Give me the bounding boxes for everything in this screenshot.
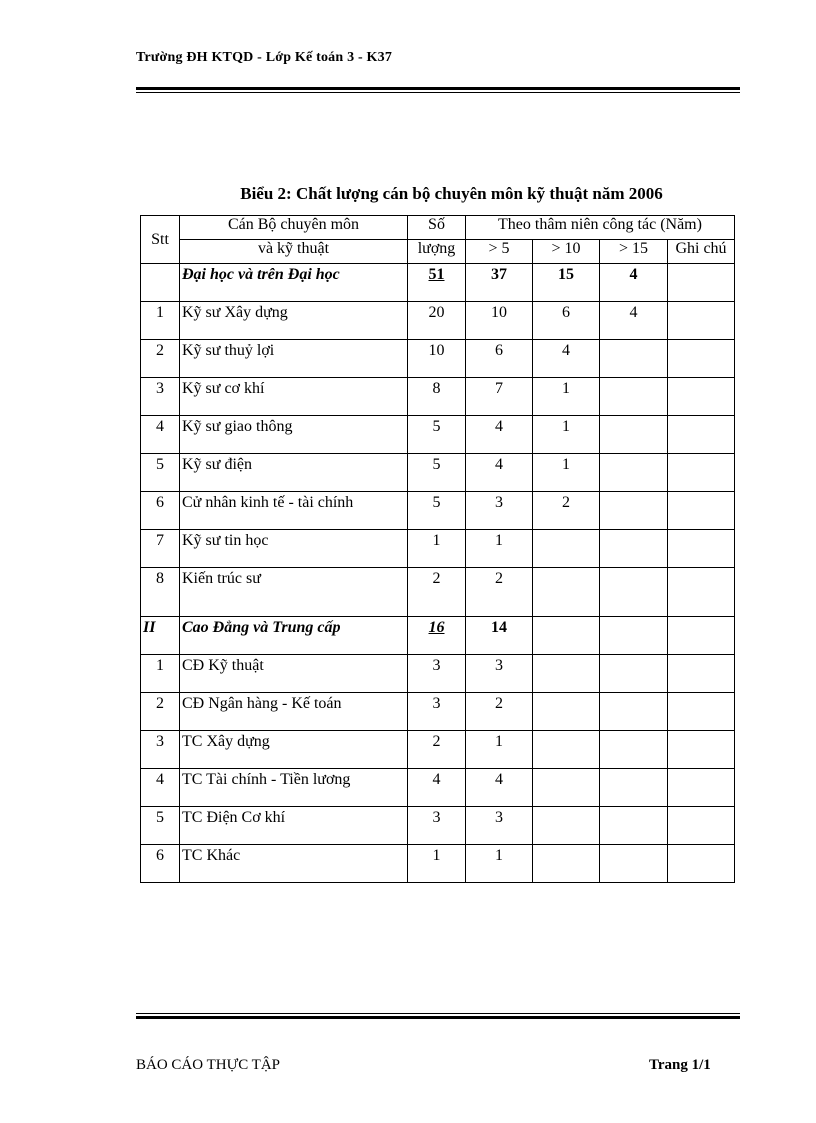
cell-gt15 [600, 693, 668, 731]
cell-gt10: 15 [533, 264, 600, 302]
table-row [141, 264, 735, 302]
cell-stt: 1 [141, 655, 180, 693]
header-so-1: Số [408, 216, 466, 240]
cell-stt: 4 [141, 416, 180, 454]
cell-so: 20 [408, 302, 466, 340]
table-row [141, 302, 735, 340]
cell-gt5: 7 [466, 378, 533, 416]
cell-ghichu [668, 416, 735, 454]
cell-gt5: 4 [466, 454, 533, 492]
cell-so: 5 [408, 416, 466, 454]
header-stt: Stt [141, 216, 180, 264]
table-row [141, 769, 735, 807]
cell-so: 4 [408, 769, 466, 807]
cell-name: Đại học và trên Đại học [180, 264, 408, 302]
cell-gt10 [533, 769, 600, 807]
table-row [141, 416, 735, 454]
cell-name: TC Xây dựng [180, 731, 408, 769]
cell-so: 2 [408, 731, 466, 769]
cell-gt10 [533, 807, 600, 845]
staff-quality-table [140, 215, 735, 883]
cell-gt5: 3 [466, 492, 533, 530]
cell-gt15 [600, 807, 668, 845]
cell-gt5: 1 [466, 731, 533, 769]
cell-gt15 [600, 655, 668, 693]
cell-gt10: 1 [533, 454, 600, 492]
cell-name: Kỹ sư tin học [180, 530, 408, 568]
cell-gt5: 14 [466, 617, 533, 655]
cell-stt: 3 [141, 378, 180, 416]
cell-stt: 1 [141, 302, 180, 340]
cell-gt5: 1 [466, 530, 533, 568]
cell-gt15 [600, 568, 668, 617]
cell-ghichu [668, 617, 735, 655]
cell-name: Kỹ sư Xây dựng [180, 302, 408, 340]
cell-gt10 [533, 568, 600, 617]
cell-name: TC Tài chính - Tiền lương [180, 769, 408, 807]
cell-ghichu [668, 340, 735, 378]
cell-gt15 [600, 454, 668, 492]
cell-name: CĐ Ngân hàng - Kế toán [180, 693, 408, 731]
cell-stt: 2 [141, 340, 180, 378]
cell-gt5: 2 [466, 568, 533, 617]
cell-name: CĐ Kỹ thuật [180, 655, 408, 693]
table-row [141, 378, 735, 416]
cell-so: 2 [408, 568, 466, 617]
cell-gt10 [533, 530, 600, 568]
header-gt5: > 5 [466, 240, 533, 264]
page-number: Trang 1/1 [649, 1057, 711, 1073]
cell-ghichu [668, 845, 735, 883]
table-row [141, 617, 735, 655]
cell-ghichu [668, 302, 735, 340]
cell-gt5: 37 [466, 264, 533, 302]
table-title [140, 184, 735, 204]
cell-stt: II [141, 617, 180, 655]
page-header: Trường ĐH KTQD - Lớp Kế toán 3 - K37 [136, 50, 393, 65]
cell-gt10: 2 [533, 492, 600, 530]
cell-gt5: 6 [466, 340, 533, 378]
table-row [141, 845, 735, 883]
cell-name: TC Khác [180, 845, 408, 883]
cell-ghichu [668, 655, 735, 693]
cell-stt: 2 [141, 693, 180, 731]
cell-name: Cao Đẳng và Trung cấp [180, 617, 408, 655]
cell-so: 5 [408, 492, 466, 530]
cell-ghichu [668, 378, 735, 416]
cell-gt15 [600, 845, 668, 883]
cell-gt5: 2 [466, 693, 533, 731]
cell-gt5: 4 [466, 416, 533, 454]
cell-gt10: 1 [533, 378, 600, 416]
header-row-2 [141, 240, 735, 264]
cell-so: 1 [408, 530, 466, 568]
cell-gt5: 3 [466, 655, 533, 693]
cell-so: 1 [408, 845, 466, 883]
cell-ghichu [668, 807, 735, 845]
cell-so: 5 [408, 454, 466, 492]
header-gt10: > 10 [533, 240, 600, 264]
cell-so: 10 [408, 340, 466, 378]
cell-so: 16 [408, 617, 466, 655]
cell-gt10 [533, 617, 600, 655]
cell-name: Kỹ sư điện [180, 454, 408, 492]
header-can-bo-2: và kỹ thuật [180, 240, 408, 264]
cell-ghichu [668, 530, 735, 568]
cell-ghichu [668, 693, 735, 731]
cell-ghichu [668, 731, 735, 769]
cell-gt10 [533, 845, 600, 883]
cell-ghichu [668, 769, 735, 807]
cell-name: TC Điện Cơ khí [180, 807, 408, 845]
cell-ghichu [668, 454, 735, 492]
cell-stt: 6 [141, 492, 180, 530]
header-row-1 [141, 216, 735, 240]
cell-gt15 [600, 492, 668, 530]
table-row [141, 807, 735, 845]
cell-gt10 [533, 655, 600, 693]
cell-stt: 6 [141, 845, 180, 883]
cell-so: 3 [408, 655, 466, 693]
header-gt15: > 15 [600, 240, 668, 264]
cell-stt: 5 [141, 807, 180, 845]
cell-so: 3 [408, 807, 466, 845]
cell-gt5: 1 [466, 845, 533, 883]
table-title-text: Biểu 2: Chất lượng cán bộ chuyên môn kỹ thuật năm 2006 [240, 184, 663, 203]
cell-gt15 [600, 617, 668, 655]
cell-stt: 8 [141, 568, 180, 617]
cell-name: Cử nhân kinh tế - tài chính [180, 492, 408, 530]
table-row [141, 693, 735, 731]
table-row [141, 340, 735, 378]
cell-ghichu [668, 492, 735, 530]
cell-gt15 [600, 340, 668, 378]
cell-gt10 [533, 731, 600, 769]
cell-gt15 [600, 416, 668, 454]
cell-gt15: 4 [600, 302, 668, 340]
cell-stt: 3 [141, 731, 180, 769]
footer-rule [136, 1013, 740, 1019]
table-row [141, 655, 735, 693]
cell-stt: 4 [141, 769, 180, 807]
footer-title: BÁO CÁO THỰC TẬP [136, 1057, 281, 1073]
cell-so: 51 [408, 264, 466, 302]
cell-gt10: 6 [533, 302, 600, 340]
cell-gt5: 3 [466, 807, 533, 845]
header-theo: Theo thâm niên công tác (Năm) [466, 216, 735, 240]
header-can-bo-1: Cán Bộ chuyên môn [180, 216, 408, 240]
cell-gt15 [600, 731, 668, 769]
table-row [141, 492, 735, 530]
cell-so: 8 [408, 378, 466, 416]
cell-gt15 [600, 769, 668, 807]
cell-stt: 7 [141, 530, 180, 568]
header-rule [136, 87, 740, 93]
table-row [141, 454, 735, 492]
header-so-2: lượng [408, 240, 466, 264]
cell-gt10 [533, 693, 600, 731]
cell-gt15 [600, 378, 668, 416]
cell-so: 3 [408, 693, 466, 731]
cell-name: Kỹ sư cơ khí [180, 378, 408, 416]
cell-gt10: 4 [533, 340, 600, 378]
cell-ghichu [668, 568, 735, 617]
cell-name: Kỹ sư thuỷ lợi [180, 340, 408, 378]
cell-gt15 [600, 530, 668, 568]
cell-gt10: 1 [533, 416, 600, 454]
header-ghichu: Ghi chú [668, 240, 735, 264]
cell-stt: 5 [141, 454, 180, 492]
cell-gt5: 4 [466, 769, 533, 807]
cell-gt5: 10 [466, 302, 533, 340]
cell-name: Kỹ sư giao thông [180, 416, 408, 454]
cell-ghichu [668, 264, 735, 302]
table-row [141, 530, 735, 568]
cell-stt [141, 264, 180, 302]
table-row [141, 731, 735, 769]
table-row [141, 568, 735, 617]
cell-name: Kiến trúc sư [180, 568, 408, 617]
cell-gt15: 4 [600, 264, 668, 302]
